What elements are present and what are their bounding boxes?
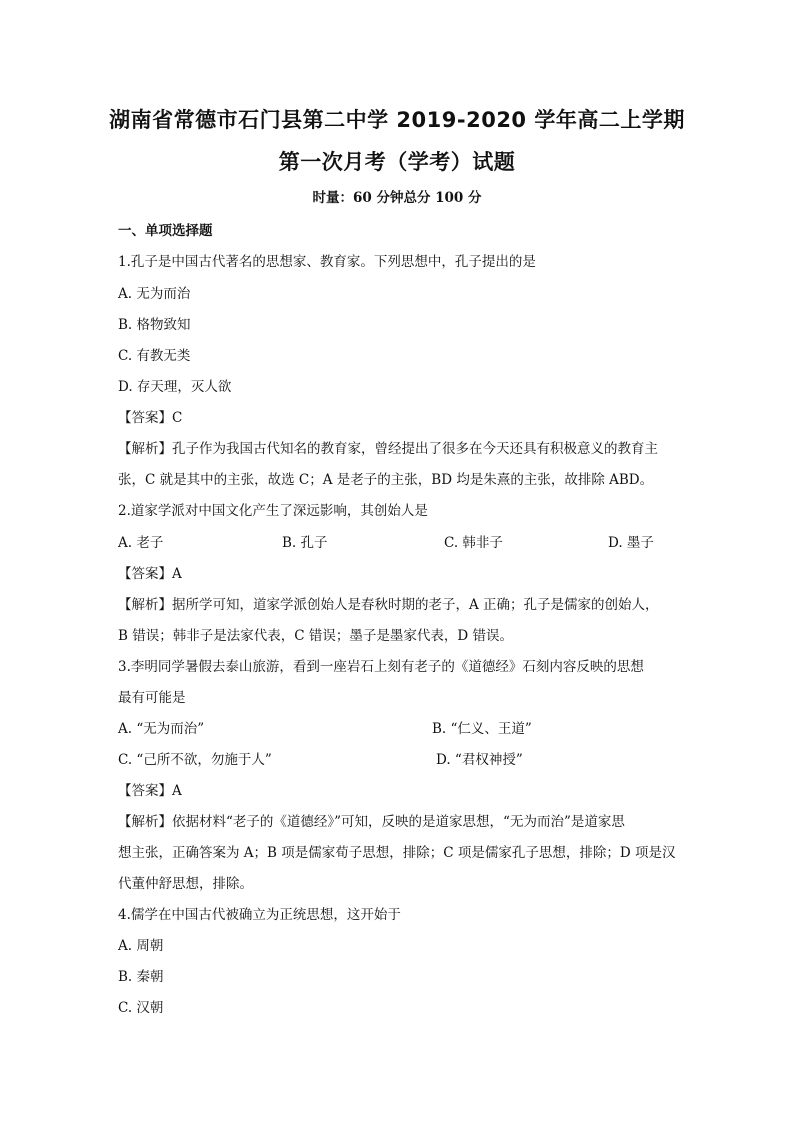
question-3-stem-line-2: 最有可能是: [118, 690, 186, 706]
exam-duration: 时量：60 分钟总分 100 分: [312, 190, 482, 206]
question-3-stem-line-1: 3.李明同学暑假去泰山旅游，看到一座岩石上刻有老子的《道德经》石刻内容反映的思想: [118, 659, 644, 675]
question-4-option-b: B. 秦朝: [118, 969, 164, 985]
question-1-analysis-line-2: 张，C 就是其中的主张，故选 C；A 是老子的主张，BD 均是朱熹的主张，故排除 ABD。: [118, 472, 654, 488]
question-1-option-a: A. 无为而治: [118, 286, 191, 302]
question-4-option-a: A. 周朝: [118, 938, 164, 954]
answer-tag: 【答案】: [118, 783, 172, 799]
question-2-stem: 2.道家学派对中国文化产生了深远影响，其创始人是: [118, 503, 428, 519]
answer-value: A: [172, 783, 182, 799]
analysis-text: 依据材料“老子的《道德经》”可知，反映的是道家思想，“无为而治”是道家思: [172, 814, 625, 830]
question-1-stem: 1.孔子是中国古代著名的思想家、教育家。下列思想中，孔子提出的是: [118, 254, 536, 270]
question-1-option-c: C. 有教无类: [118, 348, 191, 364]
question-3-option-d: D. “君权神授”: [436, 752, 523, 768]
question-2-option-c: C. 韩非子: [444, 535, 503, 551]
analysis-tag: 【解析】: [118, 597, 172, 613]
question-4-option-c: C. 汉朝: [118, 1000, 164, 1016]
question-1-answer: [118, 406, 182, 426]
question-1-option-d: D. 存天理，灭人欲: [118, 379, 232, 395]
question-2-option-d: D. 墨子: [608, 535, 654, 551]
answer-value: A: [172, 566, 182, 582]
question-2-answer: [118, 562, 182, 582]
question-3-option-c: C. “己所不欲，勿施于人”: [118, 752, 272, 768]
question-3-option-b: B. “仁义、王道”: [432, 721, 532, 737]
analysis-tag: 【解析】: [118, 814, 172, 830]
question-2-analysis-line-1: [118, 593, 659, 613]
question-3-analysis-line-3: 代董仲舒思想，排除。: [118, 876, 253, 892]
question-2-option-b: B. 孔子: [282, 535, 328, 551]
analysis-text: 孔子作为我国古代知名的教育家，曾经提出了很多在今天还具有积极意义的教育主: [172, 441, 658, 457]
question-3-option-a: A. “无为而治”: [118, 721, 205, 737]
question-4-stem: 4.儒学在中国古代被确立为正统思想，这开始于: [118, 907, 401, 923]
answer-tag: 【答案】: [118, 410, 172, 426]
section-heading: 一、单项选择题: [118, 223, 213, 239]
title-line-1: 湖南省常德市石门县第二中学 2019-2020 学年高二上学期: [109, 108, 685, 132]
answer-tag: 【答案】: [118, 566, 172, 582]
question-3-analysis-line-1: [118, 810, 625, 830]
question-1-analysis-line-1: [118, 437, 658, 457]
question-3-analysis-line-2: 想主张，正确答案为 A；B 项是儒家荀子思想，排除；C 项是儒家孔子思想，排除；D 项是汉: [118, 845, 676, 861]
answer-value: C: [172, 410, 183, 426]
question-2-option-a: A. 老子: [118, 535, 164, 551]
question-1-option-b: B. 格物致知: [118, 317, 191, 333]
analysis-text: 据所学可知，道家学派创始人是春秋时期的老子，A 正确；孔子是儒家的创始人，: [172, 597, 659, 613]
question-3-answer: [118, 779, 182, 799]
question-2-analysis-line-2: B 错误；韩非子是法家代表，C 错误；墨子是墨家代表，D 错误。: [118, 628, 513, 644]
title-line-2: 第一次月考（学考）试题: [278, 150, 516, 174]
analysis-tag: 【解析】: [118, 441, 172, 457]
